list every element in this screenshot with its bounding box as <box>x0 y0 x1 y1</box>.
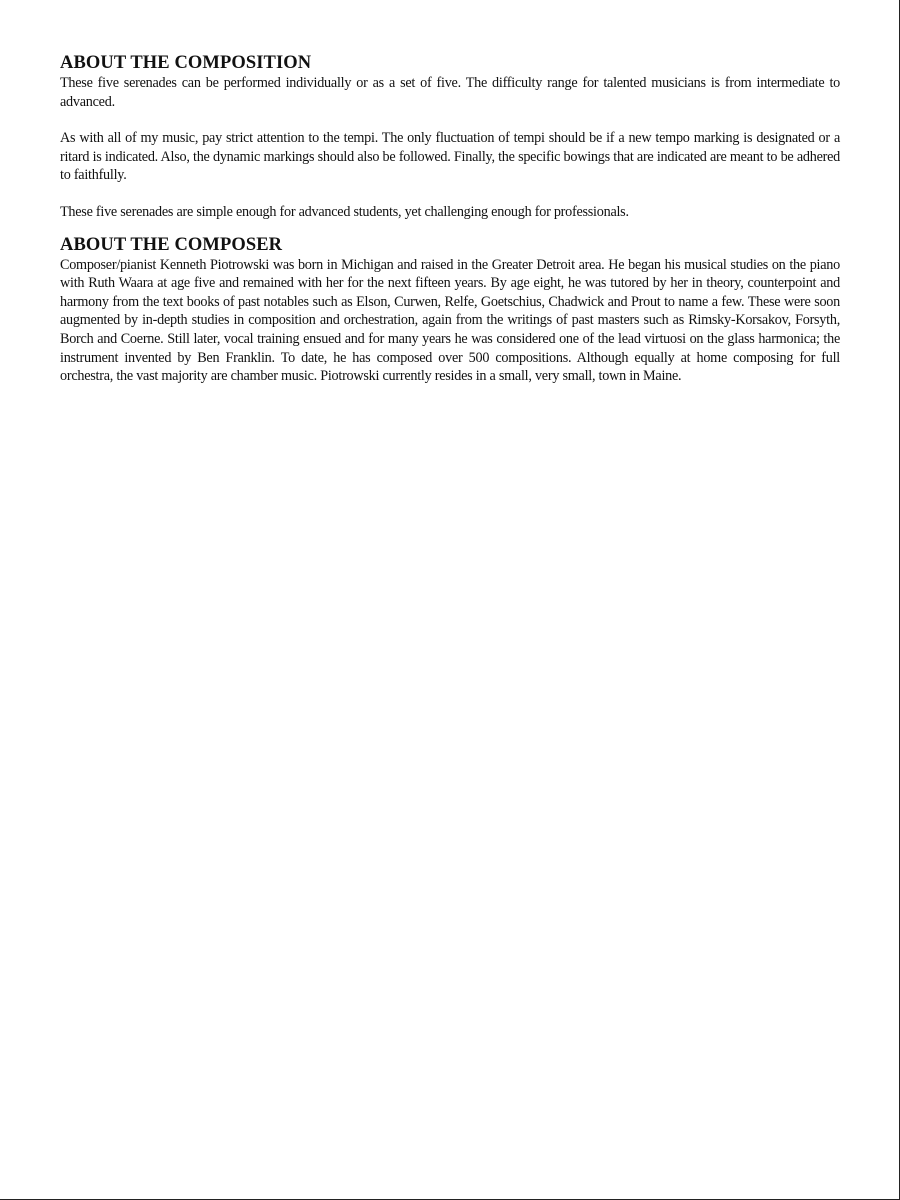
page-content <box>60 52 840 386</box>
composition-paragraph-2: As with all of my music, pay strict attention to the tempi. The only fluctuation of tempi should be if a new tempo marking is designated or a ritard is indicated. Also, the dynamic markings should also be followed. Finally, the specific bowings that are indicated are meant to be adhered to faithfully. <box>60 130 840 184</box>
composition-paragraph-3: These five serenades are simple enough for advanced students, yet challenging enough for professionals. <box>60 203 629 220</box>
section-spacer <box>60 222 840 234</box>
paragraph-spacer <box>60 111 840 129</box>
composition-heading: ABOUT THE COMPOSITION <box>60 53 312 73</box>
paragraph-spacer <box>60 185 840 203</box>
composer-biography-paragraph: Composer/pianist Kenneth Piotrowski was born in Michigan and raised in the Greater Detroit area. He began his musical studies on the piano with Ruth Waara at age five and remained with her for the next fifteen years. By age eight, he was tutored by her in theory, counterpoint and harmony from the text books of past notables such as Elson, Curwen, Relfe, Goetschius, Chadwick and Prout to name a few. These were soon augmented by in-depth studies in composition and orchestration, again from the writings of past masters such as Rimsky-Korsakov, Forsyth, Borch and Coerne. Still later, vocal training ensued and for many years he was considered one of the lead virtuosi on the glass harmonica; the instrument invented by Ben Franklin. To date, he has composed over 500 compositions. Although equally at home composing for full orchestra, the vast majority are chamber music. Piotrowski currently resides in a small, very small, town in Maine. <box>60 256 840 385</box>
composition-paragraph-1: These five serenades can be performed individually or as a set of five. The difficulty range for talented musicians is from intermediate to advanced. <box>60 75 840 110</box>
composer-heading: ABOUT THE COMPOSER <box>60 234 283 255</box>
